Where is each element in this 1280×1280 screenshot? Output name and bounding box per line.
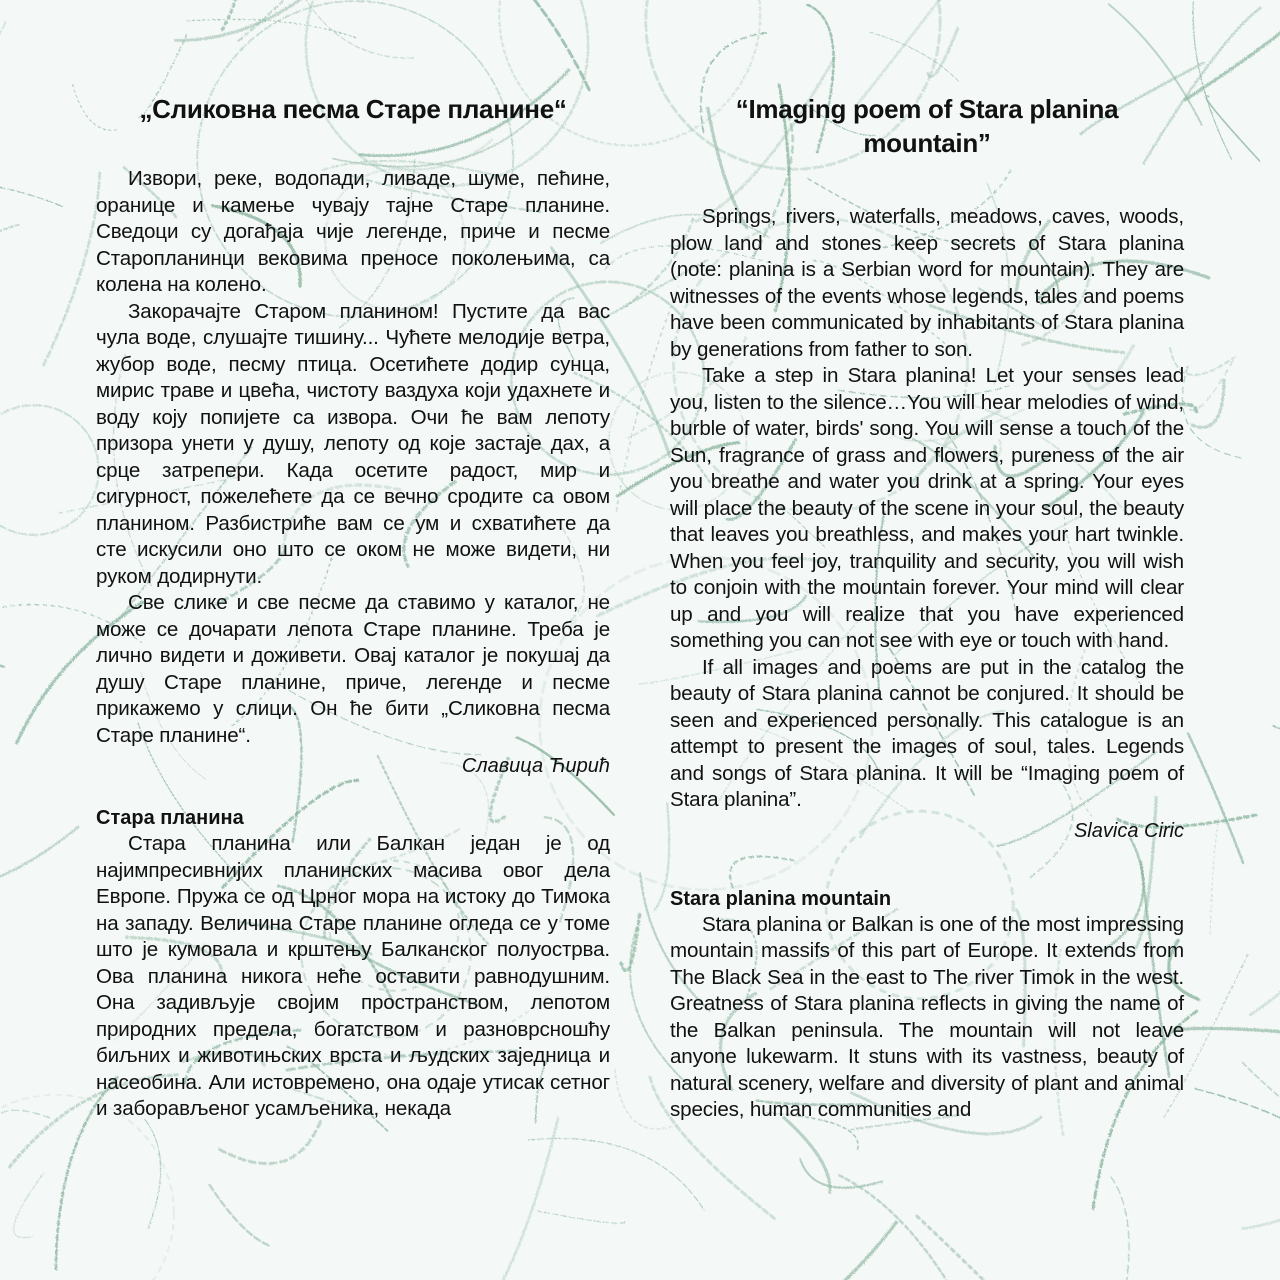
page-title-english: “Imaging poem of Stara planina mountain” — [735, 94, 1119, 158]
intro-paragraph-1: Springs, rivers, waterfalls, meadows, caves, woods, plow land and stones keep secrets of Stara planina (note: planina is a Serbian word for mountain). They are witnesses of the events whose legends, tales and poems have been communicated by inhabitants of Stara planina by generations from father to son. — [670, 205, 1184, 361]
texture-vein-stroke — [145, 1119, 161, 1228]
texture-vein-stroke — [187, 19, 358, 38]
section-paragraph: Стара планина или Балкан један је од најимпресивнијих планинских масива овог дела Европе. Пружа се од Црног мора на истоку до Тимока на западу. Величина Старе планине огледа се у томе што је кумовала и крштењу Балканског полуострва. Ова планина никога неће оставити равнодушним. Она задивљује својим пространством, лепотом природних предела, богатством и разноврсношћу биљних и животињских врста и људских заједница и насеобина. Али истовремено, она одаје утисак сетног и заборављеног усамљеника, некада — [96, 832, 610, 1120]
texture-vein-stroke — [485, 1118, 558, 1280]
texture-vein-stroke — [537, 1211, 625, 1223]
texture-vein-stroke — [44, 173, 100, 365]
texture-swirl — [0, 405, 99, 535]
serbian-column — [96, 92, 610, 1123]
texture-vein-stroke — [220, 1120, 322, 1164]
texture-vein-stroke — [529, 1138, 705, 1210]
section-heading-english: Stara planina mountain — [670, 887, 892, 910]
intro-paragraph-2: Take a step in Stara planina! Let your senses lead you, listen to the silence…You will hear melodies of wind, burble of water, birds' song. You will sense a touch of the Sun, fragrance of grass and flowers, pureness of the air you breathe and water you drink at a spring. Your eyes will place the beauty of the scene in your soul, the beauty that leaves you breathless, and makes your hart twinkle. When you feel joy, tranquility and security, you will wish to conjoin with the mountain forever. Your mind will clear up and you will realize that you have experienced something you can not see with eye or touch with hand. — [670, 364, 1184, 652]
texture-vein-stroke — [1182, 366, 1242, 458]
texture-vein-stroke — [483, 0, 589, 90]
texture-vein-stroke — [209, 1183, 269, 1245]
texture-vein-stroke — [621, 915, 640, 972]
texture-vein-stroke — [0, 225, 19, 335]
texture-vein-stroke — [800, 1159, 883, 1188]
texture-vein-stroke — [0, 22, 6, 104]
page-title-serbian: „Сликовна песма Старе планине“ — [139, 94, 567, 124]
intro-paragraph-2: Закорачајте Старом планином! Пустите да вас чула воде, слушајте тишину... Чућете мелодије ветра, жубор воде, песму птица. Осетићете додир сунца, мирис траве и цвећа, чистоту ваздуха који удахнете и воду коју попијете са извора. Очи ће вам лепоту призора унети у душу, лепоту од које застаје дах, а срце затрепери. Када осетите радост, мир и сигурност, пожелећете да се вечно сродите са овом планином. Разбистриће вам се ум и схватићете да сте искусили оно што се оком не може видети, ни руком додирнути. — [96, 299, 610, 588]
texture-vein-stroke — [1210, 817, 1219, 935]
author-signature: Slavica Ciric — [1073, 819, 1184, 842]
english-column — [670, 92, 1184, 1124]
texture-vein-stroke — [1110, 1177, 1129, 1280]
texture-vein-stroke — [1243, 1139, 1280, 1229]
texture-vein-stroke — [0, 827, 78, 891]
texture-vein-stroke — [0, 663, 4, 714]
texture-vein-stroke — [215, 0, 237, 30]
texture-vein-stroke — [1174, 1028, 1280, 1038]
texture-vein-stroke — [14, 1173, 44, 1238]
texture-vein-stroke — [1184, 357, 1235, 411]
intro-paragraph-3: If all images and poems are put in the catalog the beauty of Stara planina cannot be conjured. It should be seen and experienced personally. This catalogue is an attempt to present the images of soul, tales. Legends and songs of Stara planina. It will be “Imaging poem of Stara planina”. — [670, 655, 1184, 811]
texture-vein-stroke — [917, 1216, 1043, 1280]
texture-vein-stroke — [1206, 96, 1260, 161]
texture-vein-stroke — [655, 802, 669, 910]
section-paragraph: Stara planina or Balkan is one of the most impressing mountain massifs of this part of Europe. It extends from The Black Sea in the east to The river Timok in the west. Greatness of Stara planina reflects in giving the name of the Balkan peninsula. The mountain will not leave anyone lukewarm. It stuns with its vastness, beauty of natural scenery, welfare and diversity of plant and animal species, human communities and — [670, 912, 1184, 1121]
texture-vein-stroke — [764, 1222, 896, 1280]
texture-vein-stroke — [1192, 380, 1224, 428]
texture-vein-stroke — [928, 28, 958, 77]
texture-vein-stroke — [1188, 734, 1243, 863]
texture-vein-stroke — [1273, 726, 1280, 761]
texture-vein-stroke — [0, 1110, 50, 1117]
author-signature: Славица Ћирић — [461, 755, 610, 777]
texture-vein-stroke — [1242, 1062, 1280, 1199]
intro-paragraph-1: Извори, реке, водопади, ливаде, шуме, пећине, оранице и камење чувају тајне Старе планине. Сведоци су догађаја чије легенде, приче и песме Старопланинци вековима преносе поколењима, са колена на колено. — [96, 167, 610, 296]
texture-vein-stroke — [1185, 5, 1280, 100]
texture-vein-stroke — [1250, 853, 1280, 1015]
texture-vein-stroke — [784, 1118, 830, 1193]
texture-vein-stroke — [1195, 1089, 1280, 1185]
texture-vein-stroke — [0, 183, 63, 214]
texture-vein-stroke — [839, 1175, 962, 1280]
section-heading-serbian: Стара планина — [96, 807, 244, 829]
intro-paragraph-3: Све слике и све песме да ставимо у каталог, не може се дочарати лепота Старе планине. Треба је лично видети и доживети. Овај каталог је покушај да душу Старе планине, приче, легенде и песме прикажемо у слици. Он ће бити „Сликовна песма Старе планине“. — [96, 591, 610, 747]
